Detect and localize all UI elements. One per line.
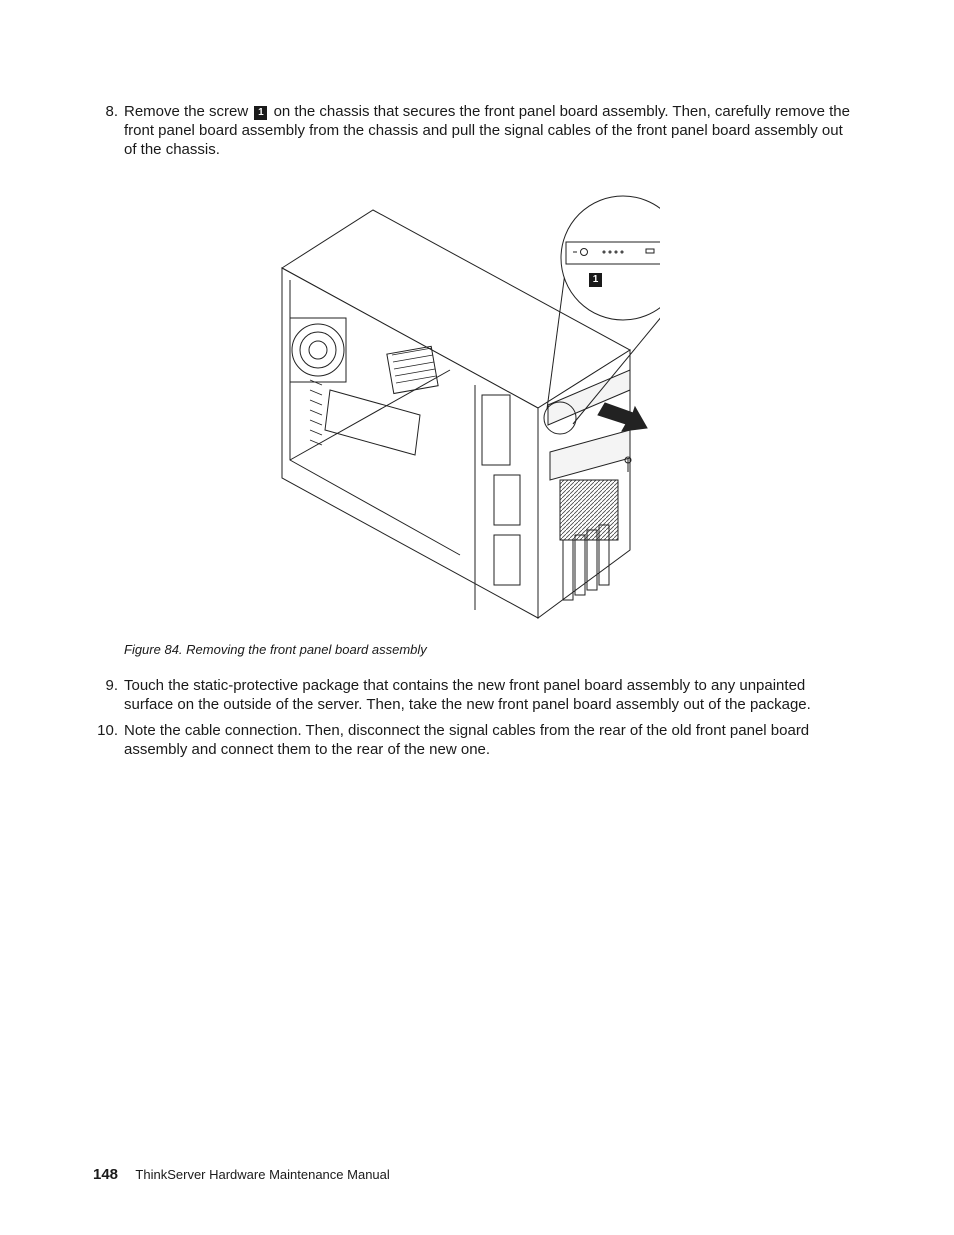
- step-text-pre: Remove the screw: [124, 103, 249, 120]
- step-text: [124, 102, 852, 159]
- page-footer: [93, 1166, 390, 1183]
- step-8: [92, 102, 852, 159]
- figure-callout-marker: 1: [589, 273, 602, 287]
- step-text: Note the cable connection. Then, disconnect the signal cables from the rear of the old front panel board assembly and connect them to the rear of the new one.: [124, 722, 810, 758]
- step-text-post: on the chassis that secures the front panel board assembly. Then, carefully remove the front panel board assembly from the chassis and pull the signal cables of the front panel board assembly out of the chassis.: [124, 103, 850, 158]
- callout-marker: 1: [254, 106, 267, 120]
- step-number: 9.: [105, 677, 118, 694]
- step-number: 8.: [105, 103, 118, 120]
- step-text: Touch the static-protective package that contains the new front panel board assembly to any unpainted surface on the outside of the server. Then, take the new front panel board assembly out of the package.: [124, 677, 811, 713]
- step-number: 10.: [97, 722, 118, 739]
- manual-title: ThinkServer Hardware Maintenance Manual: [135, 1167, 390, 1182]
- step-10: [92, 721, 852, 759]
- figure-caption: Figure 84. Removing the front panel board assembly: [124, 642, 427, 657]
- page-number: 148: [93, 1166, 119, 1183]
- figure-illustration: [270, 190, 660, 625]
- step-9: [92, 676, 852, 714]
